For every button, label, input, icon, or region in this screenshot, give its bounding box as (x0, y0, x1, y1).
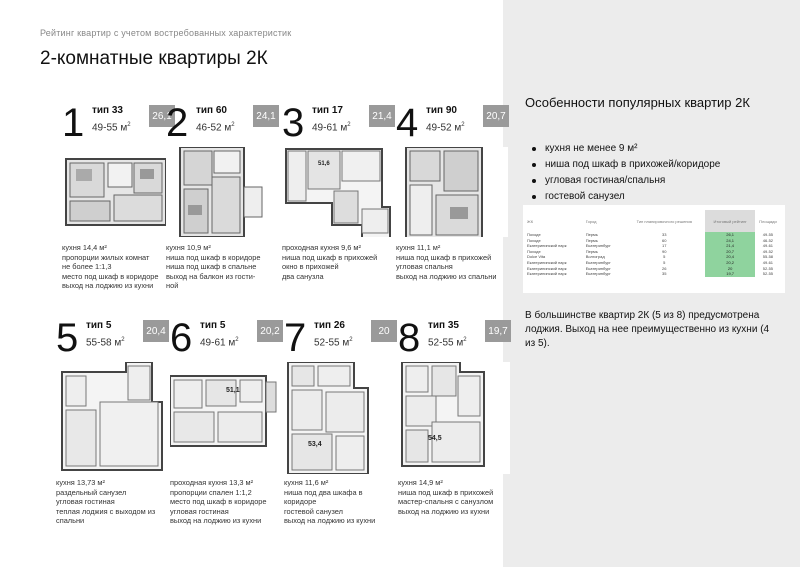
floor-plan-image (282, 147, 394, 237)
card-description: кухня 11,1 м² ниша под шкаф в прихожей угловая спальня выход на лоджию из спальни (396, 243, 497, 281)
table-cell: 49-61 (762, 259, 774, 265)
card-description: кухня 11,6 м² ниша под два шкафа в коридоре гостевой санузел выход на лоджию из кухни (284, 478, 376, 526)
card-score-badge: 20,4 (143, 320, 169, 342)
table-cell: 5 (663, 254, 666, 260)
table-cell: 19,7 (705, 271, 754, 277)
card-area: 49-52 $м^2$ (426, 122, 465, 134)
floor-plan-image (170, 362, 282, 474)
table-cell: Екатерининский парк (527, 259, 567, 265)
table-cell: 33 (662, 232, 667, 237)
card-area: 52-55 $м^2$ (314, 337, 353, 349)
feature-item: угловая гостиная/спальня (532, 173, 720, 189)
table-cell: Походе (527, 237, 541, 243)
table-cell: 5 (663, 259, 666, 265)
card-score-badge: 20 (371, 320, 397, 342)
table-cell: 26,1 (705, 232, 754, 238)
floor-plan-image (284, 362, 396, 474)
card-type: тип 17 (312, 105, 343, 116)
card-area: 49-61 $м^2$ (312, 122, 351, 134)
features-title: Особенности популярных квартир 2К (525, 95, 750, 110)
features-list (532, 141, 720, 205)
table-header: ЖК (527, 218, 534, 224)
table-cell: Dolce Vita (527, 254, 546, 260)
table-cell: 20 (705, 266, 754, 272)
table-body (527, 232, 781, 277)
table-cell: Волгоград (585, 254, 605, 260)
floor-plan-image (398, 362, 510, 474)
feature-item: ниша под шкаф в прихожей/коридоре (532, 157, 720, 173)
table-cell: Екатеринбург (585, 271, 611, 277)
table-cell: Пермь (585, 248, 598, 254)
table-cell: Екатеринбург (585, 265, 611, 271)
card-description: кухня 14,9 м² ниша под шкаф в прихожей мастер-спальня с санузлом выход на лоджию из кухни (398, 478, 494, 516)
card-score-badge: 21,4 (369, 105, 395, 127)
table-cell: 46-52 (762, 237, 774, 243)
card-description: проходная кухня 9,6 м² ниша под шкаф в прихожей окно в прихожей два санузла (282, 243, 378, 281)
card-score-badge: 20,2 (257, 320, 283, 342)
feature-item: гостевой санузел (532, 189, 720, 205)
card-rank: 3 (282, 101, 305, 145)
card-area: 49-55 $м^2$ (92, 122, 131, 134)
table-cell: 60 (662, 237, 667, 243)
card-description: проходная кухня 13,3 м² пропорции спален 1:1,2 место под шкаф в коридоре угловая гостиная выход на лоджию из кухни (170, 478, 267, 526)
card-type: тип 33 (92, 105, 123, 116)
table-cell: Екатерининский парк (527, 243, 567, 249)
card-area: 46-52 $м^2$ (196, 122, 235, 134)
table-cell: 20,2 (705, 260, 754, 266)
page-subtitle: Рейтинг квартир с учетом востребованных характеристик (40, 28, 292, 38)
table-cell: 24,1 (705, 238, 754, 244)
table-cell: 21,4 (705, 243, 754, 249)
table-cell: Екатерининский парк (527, 271, 567, 277)
table-cell: 55-58 (762, 254, 774, 260)
card-score-badge: 26,1 (149, 105, 175, 127)
svg-text:51,1: 51,1 (226, 387, 240, 394)
table-header: Тип планировочного решения (636, 218, 692, 224)
table-cell: 49-52 (762, 248, 774, 254)
table-cell: 90 (662, 248, 667, 254)
card-area: 55-58 $м^2$ (86, 337, 125, 349)
card-type: тип 26 (314, 320, 345, 331)
card-rank: 4 (396, 101, 419, 145)
table-cell: Пермь (585, 232, 598, 237)
table-header: Площади (759, 218, 777, 224)
card-type: тип 5 (86, 320, 112, 331)
table-header: Итоговый рейтинг (705, 210, 754, 232)
svg-text:51,6: 51,6 (318, 161, 330, 167)
table-cell: Екатерининский парк (527, 265, 567, 271)
card-score-badge: 20,7 (483, 105, 509, 127)
table-cell: Екатеринбург (585, 243, 611, 249)
card-description: кухня 14,4 м² пропорции жилых комнат не более 1:1,3 место под шкаф в коридоре выход на лоджию из кухни (62, 243, 159, 291)
table-cell: Екатеринбург (585, 259, 611, 265)
feature-item: кухня не менее 9 м² (532, 141, 720, 157)
card-rank: 8 (398, 316, 421, 360)
floor-plan-image (396, 147, 508, 237)
table-cell: 52-55 (762, 265, 774, 271)
card-type: тип 5 (200, 320, 226, 331)
floor-plan-image (62, 147, 174, 237)
conclusion-text: В большинстве квартир 2К (5 из 8) предусмотрена лоджия. Выход на нее преимущественно из кухни (4 из 5). (525, 310, 770, 349)
floor-plan-image (166, 147, 278, 237)
card-score-badge: 19,7 (485, 320, 511, 342)
table-cell: 35 (662, 271, 667, 277)
floor-plan-image (56, 362, 168, 474)
table-row (527, 271, 781, 277)
card-rank: 2 (166, 101, 189, 145)
table-cell: 20,7 (705, 249, 754, 255)
table-cell: 26 (662, 265, 667, 271)
card-rank: 5 (56, 316, 79, 360)
svg-text:54,5: 54,5 (428, 435, 442, 442)
table-cell: 20,4 (705, 254, 754, 260)
table-cell: 17 (662, 243, 667, 249)
table-cell: Походе (527, 232, 541, 237)
card-rank: 6 (170, 316, 193, 360)
card-score-badge: 24,1 (253, 105, 279, 127)
card-type: тип 60 (196, 105, 227, 116)
table-cell: Пермь (585, 237, 598, 243)
card-type: тип 35 (428, 320, 459, 331)
svg-text:53,4: 53,4 (308, 441, 322, 448)
rating-table (523, 205, 785, 293)
card-area: 52-55 $м^2$ (428, 337, 467, 349)
table-cell: 49-61 (762, 243, 774, 249)
card-description: кухня 13,73 м² раздельный санузел угловая гостиная теплая лоджия с выходом из спальни (56, 478, 156, 526)
card-description: кухня 10,9 м² ниша под шкаф в коридоре ниша под шкаф в спальне выход на балкон из гости- ной (166, 243, 261, 291)
table-cell: 49-55 (762, 232, 774, 237)
table-header: Город (585, 218, 597, 224)
card-rank: 1 (62, 101, 85, 145)
page-title: 2-комнатные квартиры 2К (40, 48, 268, 69)
table-cell: Походе (527, 248, 541, 254)
card-rank: 7 (284, 316, 307, 360)
card-type: тип 90 (426, 105, 457, 116)
table-cell: 52-55 (762, 271, 774, 277)
card-area: 49-61 $м^2$ (200, 337, 239, 349)
